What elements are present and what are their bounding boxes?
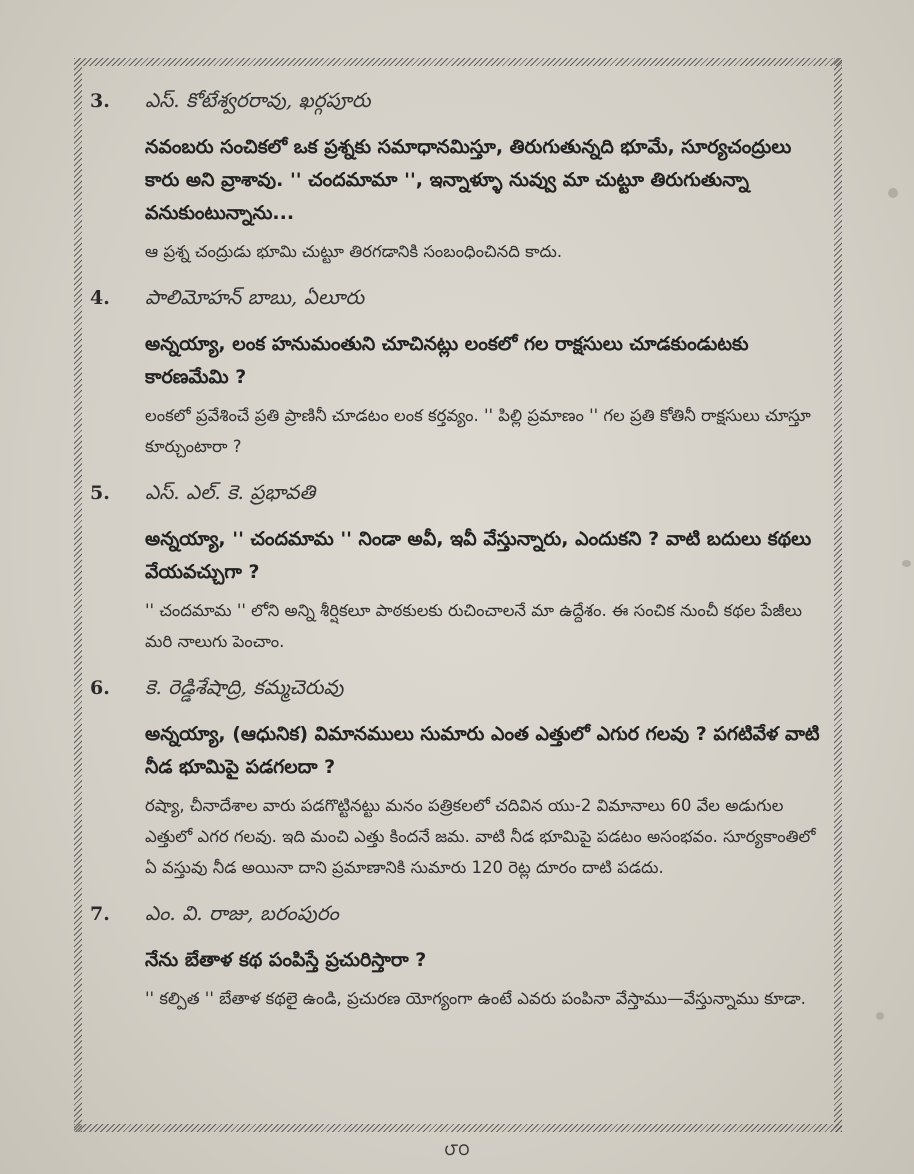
paper-stain xyxy=(888,188,898,198)
answer-text: '' చందమామ '' లోని అన్ని శీర్షికలూ పాఠకులకు రుచించాలనే మా ఉద్దేశం. ఈ సంచిక నుంచీ కథల పేజీలు మరి నాలుగు పెంచాం. xyxy=(145,601,803,651)
entry-number: 3. xyxy=(90,90,110,112)
question-text: నేను బేతాళ కథ పంపిస్తే ప్రచురిస్తారా ? xyxy=(145,949,427,971)
qa-entry xyxy=(90,88,820,267)
entry-header xyxy=(90,901,820,930)
answer-text: లంకలో ప్రవేశించే ప్రతి ప్రాణినీ చూడటం లంక కర్తవ్యం. '' పిల్లి ప్రమాణం '' గల ప్రతి కోతినీ రాక్షసులు చూస్తూ కూర్చుంటారా ? xyxy=(145,406,811,456)
qa-entry xyxy=(90,901,820,1014)
border-left xyxy=(74,58,82,1132)
qa-entry xyxy=(90,675,820,883)
sender-name: పాలిమోహన్ బాబు, ఏలూరు xyxy=(145,285,365,309)
entry-header xyxy=(90,88,820,117)
qa-column xyxy=(90,88,820,1032)
sender-name: కె. రెడ్డిశేషాద్రి, కమ్మచెరువు xyxy=(145,675,344,699)
sender-name: ఎస్. ఎల్. కె. ప్రభావతి xyxy=(145,480,316,504)
border-bottom xyxy=(74,1124,842,1132)
question-text: అన్నయ్యా, '' చందమామ '' నిండా అవీ, ఇవీ వేస్తున్నారు, ఎందుకని ? వాటి బదులు కథలు వేయవచ్చుగా ? xyxy=(145,528,812,583)
border-top xyxy=(74,58,842,66)
question-text: అన్నయ్యా, లంక హనుమంతుని చూచినట్లు లంకలో గల రాక్షసులు చూడకుండుటకు కారణమేమి ? xyxy=(145,333,749,388)
border-right xyxy=(834,58,842,1132)
question-text: అన్నయ్యా, (ఆధునిక) విమానములు సుమారు ఎంత ఎత్తులో ఎగుర గలవు ? పగటివేళ వాటి నీడ భూమిపై పడగలదా ? xyxy=(145,723,820,778)
entry-number: 5. xyxy=(90,482,110,504)
entry-header xyxy=(90,285,820,314)
entry-number: 7. xyxy=(90,903,110,925)
paper-stain xyxy=(876,1012,884,1020)
qa-entry xyxy=(90,480,820,657)
qa-entry xyxy=(90,285,820,462)
paper-stain xyxy=(902,560,911,567)
sender-name: ఎస్. కోటేశ్వరరావు, ఖర్గపూరు xyxy=(145,88,371,112)
sender-name: ఎం. వి. రాజు, బరంపురం xyxy=(145,901,339,925)
entry-number: 6. xyxy=(90,677,110,699)
answer-text: '' కల్పిత '' బేతాళ కథలై ఉండి, ప్రచురణ యోగ్యంగా ఉంటే ఎవరు పంపినా వేస్తాము—వేస్తున్నాము కూడా. xyxy=(145,989,806,1008)
question-text: నవంబరు సంచికలో ఒక ప్రశ్నకు సమాధానమిస్తూ, తిరుగుతున్నది భూమే, సూర్యచంద్రులు కారు అని వ్రాశావు. '' చందమామా '', ఇన్నాళ్ళూ నువ్వు మా చుట్టూ తిరుగుతున్నా వనుకుంటున్నాను... xyxy=(145,136,792,224)
entry-header xyxy=(90,675,820,704)
answer-text: ఆ ప్రశ్న చంద్రుడు భూమి చుట్టూ తిరగడానికి సంబంధించినది కాదు. xyxy=(145,242,563,261)
entry-header xyxy=(90,480,820,509)
page-number: ౮౦ xyxy=(444,1140,470,1160)
answer-text: రష్యా, చీనాదేశాల వారు పడగొట్టినట్టు మనం పత్రికలలో చదివిన యు-2 విమానాలు 60 వేల అడుగుల ఎత్తులో ఎగర గలవు. ఇది మంచి ఎత్తు కిందనే జమ. వాటి నీడ భూమిపై పడటం అసంభవం. సూర్యకాంతిలో ఏ వస్తువు నీడ అయినా దాని ప్రమాణానికి సుమారు 120 రెట్ల దూరం దాటి పడదు. xyxy=(145,796,816,877)
entry-number: 4. xyxy=(90,287,110,309)
